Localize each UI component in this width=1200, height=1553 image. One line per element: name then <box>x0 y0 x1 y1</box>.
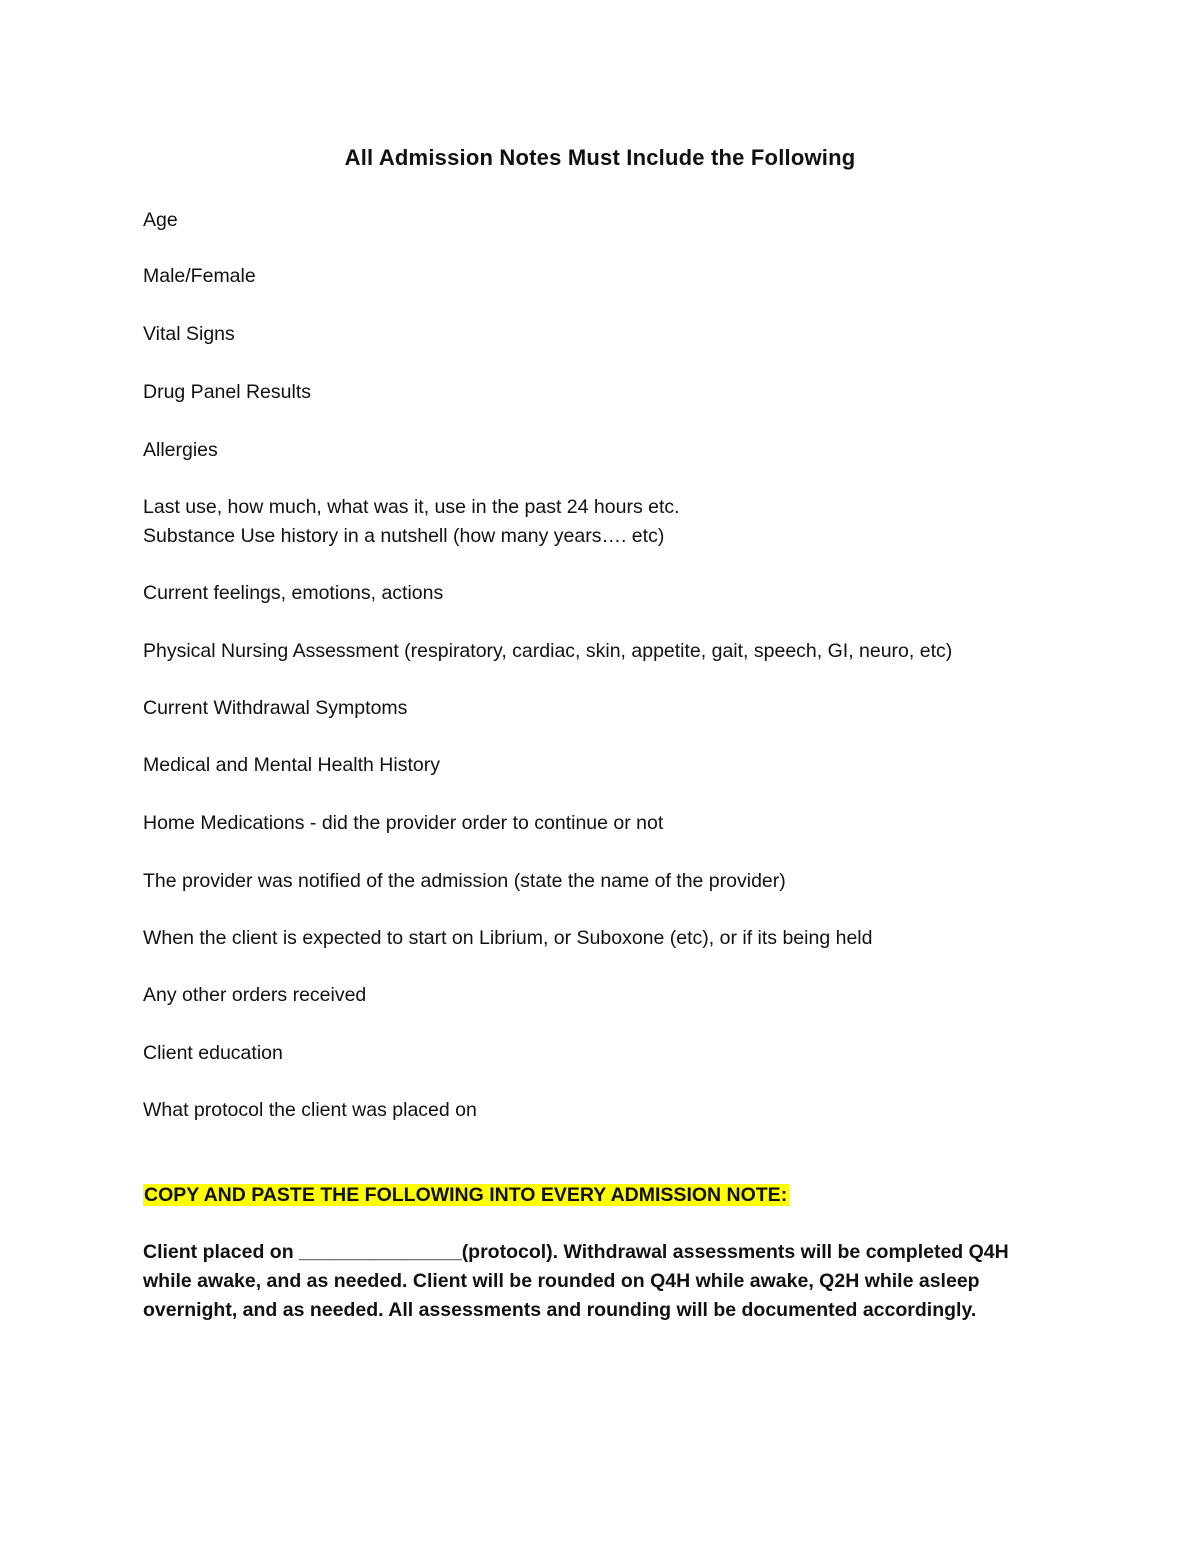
list-item: Drug Panel Results <box>143 381 311 403</box>
list-item: Any other orders received <box>143 984 367 1006</box>
list-item: Substance Use history in a nutshell (how many years…. etc) <box>143 525 665 547</box>
list-item: The provider was notified of the admission (state the name of the provider) <box>143 870 786 892</box>
page-title: All Admission Notes Must Include the Following <box>344 145 856 170</box>
list-item: Age <box>143 209 178 231</box>
list-item: Client education <box>143 1042 283 1064</box>
list-item: Allergies <box>143 439 218 461</box>
paste-text-line: while awake, and as needed. Client will be rounded on Q4H while awake, Q2H while asleep <box>143 1270 980 1292</box>
paste-text-block <box>143 1238 1063 1325</box>
highlighted-heading-text: COPY AND PASTE THE FOLLOWING INTO EVERY ADMISSION NOTE: <box>144 1184 788 1206</box>
list-item: Current Withdrawal Symptoms <box>143 697 408 719</box>
paste-text-line: overnight, and as needed. All assessments and rounding will be documented accordingly. <box>143 1299 977 1321</box>
list-item: Home Medications - did the provider order to continue or not <box>143 812 664 834</box>
list-item: What protocol the client was placed on <box>143 1099 477 1121</box>
list-item: Current feelings, emotions, actions <box>143 582 444 604</box>
list-item: Physical Nursing Assessment (respiratory, cardiac, skin, appetite, gait, speech, GI, neuro, etc) <box>143 640 953 662</box>
list-item: When the client is expected to start on Librium, or Suboxone (etc), or if its being held <box>143 927 873 949</box>
copy-paste-heading <box>143 1181 789 1209</box>
paste-text-line: Client placed on _______________(protocol). Withdrawal assessments will be completed Q4H <box>143 1241 1009 1263</box>
list-item: Vital Signs <box>143 323 235 345</box>
list-item: Last use, how much, what was it, use in the past 24 hours etc. <box>143 496 680 518</box>
list-item: Male/Female <box>143 265 256 287</box>
list-item: Medical and Mental Health History <box>143 754 440 776</box>
